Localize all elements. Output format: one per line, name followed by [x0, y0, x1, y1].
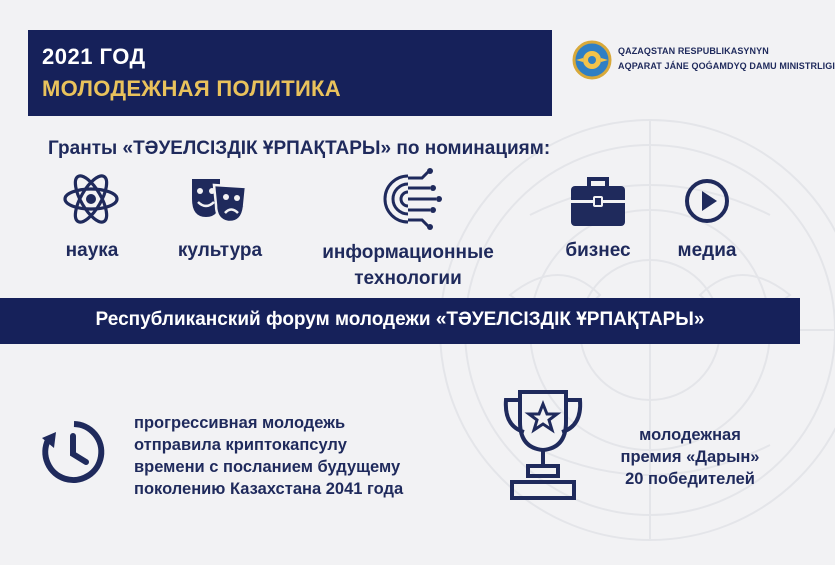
nomination-it-label: [310, 240, 506, 292]
circuit-chip-icon: [372, 168, 444, 230]
capsule-line-4: поколению Казахстана 2041 года: [134, 480, 404, 498]
trophy-icon: [500, 386, 586, 502]
header-year: 2021 ГОД: [42, 44, 146, 69]
kazakhstan-emblem-icon: [572, 40, 612, 80]
nomination-it-label-line2: технологии: [354, 268, 462, 289]
atom-icon: [62, 170, 120, 228]
prize-line-3: 20 победителей: [625, 470, 755, 488]
play-icon: [684, 178, 730, 224]
capsule-line-1: прогрессивная молодежь: [134, 414, 346, 432]
forum-title: Республиканский форум молодежи «ТӘУЕЛСІЗДІК ҰРПАҚТАРЫ»: [95, 309, 705, 330]
prize-description: [600, 424, 780, 490]
prize-line-2: премия «Дарын»: [620, 448, 760, 466]
theater-masks-icon: [190, 175, 250, 225]
header-banner: [28, 30, 552, 116]
nomination-media-label: медиа: [677, 240, 737, 261]
nomination-culture-label: культура: [177, 240, 263, 261]
prize-line-1: молодежная: [639, 426, 741, 444]
capsule-line-2: отправила криптокапсулу: [134, 436, 347, 454]
nomination-business-label: бизнес: [565, 240, 631, 261]
ministry-name-line2: AQPARAT JÁNE QOǴAMDYQ DAMU MINISTRLIGI: [618, 61, 835, 71]
capsule-line-3: времени с посланием будущему: [134, 458, 401, 476]
ministry-logo-block: [572, 40, 835, 86]
nomination-science-label: наука: [65, 240, 119, 261]
clock-history-icon: [40, 418, 108, 486]
header-title: МОЛОДЕЖНАЯ ПОЛИТИКА: [42, 76, 341, 101]
ministry-name-line1: QAZAQSTAN RESPUBLIKASYNYN: [618, 46, 769, 56]
grants-heading: Гранты «ТӘУЕЛСІЗДІК ҰРПАҚТАРЫ» по номинациям:: [48, 138, 551, 159]
nomination-it-label-line1: информационные: [322, 242, 494, 263]
briefcase-icon: [570, 174, 626, 228]
capsule-description: [134, 412, 464, 500]
